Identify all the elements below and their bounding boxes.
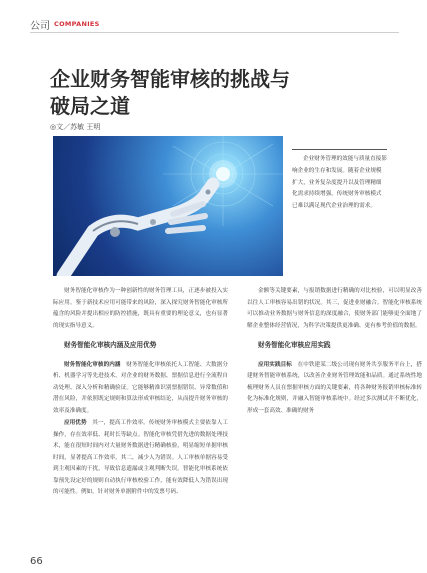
sidebar-abstract-text: 企业财务管理的效能与质量直接影响企业的生存和发展。随着企业规模扩大，业务复杂度提升以及管理精细化需求持续增强，传统财务审核模式已难以满足现代企业治理的需求。 bbox=[292, 156, 387, 210]
section-label-en: COMPANIES bbox=[54, 20, 100, 28]
section-header bbox=[30, 17, 100, 31]
section-heading-1: 财务智能化审核内涵及应用优势 bbox=[64, 341, 157, 349]
article-title bbox=[50, 66, 350, 120]
sidebar-rule bbox=[292, 149, 387, 150]
sidebar-abstract bbox=[292, 149, 387, 213]
article-title-line-1: 企业财务智能审核的挑战与 bbox=[50, 67, 290, 91]
section-label-cn: 公司 bbox=[30, 20, 50, 32]
left-para-2 bbox=[53, 360, 228, 418]
left-para-3 bbox=[53, 418, 228, 499]
section-heading-2: 财务智能化审核应用实践 bbox=[258, 341, 331, 349]
hero-image bbox=[53, 136, 283, 276]
right-para-2 bbox=[247, 360, 422, 418]
right-para-2-body: 在中铁建某二级公司现有财务共享服务平台上，搭建财务智能审核系统，以改善企业财务管理效能和品质。通过系统性地梳理财务人员在票据审核方面的关键要素，将各种财务报销审核标准转化为标准化规则，并融入智能审核系统中。经过多次测试并不断优化，形成一套高效、准确的财务 bbox=[247, 361, 422, 414]
subheading-connotation: 财务智能化审核的内涵 bbox=[64, 361, 121, 368]
header-divider bbox=[30, 32, 399, 33]
robot-hand-illustration bbox=[53, 136, 283, 276]
left-para-2-body: 财务智能化审核依托人工智能、大数据分析、机器学习等先进技术，对企业的财务数据、票据信息进行全流程自动处理、深入分析和精确验证。它能够精准识别票据错误、异常数值和潜在风险，并依照既定规则和算法形成审核结论，从而提升财务审核的效率及准确度。 bbox=[53, 361, 228, 414]
subheading-advantages: 应用优势 bbox=[64, 420, 87, 426]
subheading-practice-goal: 应用实践目标 bbox=[258, 361, 292, 368]
left-para-3-body: 其一，提高工作效率。传统财务审核模式主要依靠人工操作，存在效率低、耗时长等缺点。智能化审核凭借先进的数据处理技术，能在很短时间内对大量财务数据进行精确核验，明显缩短单据审核时间，显著提高工作效率。其二，减少人为错误。人工审核单据容易受到主观因素的干扰，导致信息遗漏或主观判断失误。智能化审核系统依靠预先设定好的规则自动执行审核校验工作，能有效降低人为错误出现的可能性。例如，针对财务单据附件中的发票号码、 bbox=[53, 420, 228, 495]
left-para-1: 财务智能化审核作为一种创新性的财务管理工具，正逐步被投入实际应用。鉴于新技术应用可能带来的风险，深入探究财务智能化审核所蕴含的风险并提出相应的防控措施，既具有重要的理论意义，也有显著的现实指导意义。 bbox=[53, 288, 228, 329]
page-number: 66 bbox=[30, 556, 43, 567]
article-author: ◎文／苏敏 王明 bbox=[50, 123, 101, 131]
right-column bbox=[247, 286, 422, 418]
left-column bbox=[53, 286, 228, 500]
article-title-line-2: 破局之道 bbox=[50, 94, 130, 118]
right-para-1: 金额等关键要素，与报销数据进行精确的对比校验，可以明显改善以往人工审核容易出错的状况。其三，促进业财融合。智能化审核系统可以推动业务数据与财务信息的深度融合，使财务部门能够更全面地了解企业整体经营情况，为科学决策提供更准确、更有参考价值的数据。 bbox=[247, 288, 422, 329]
